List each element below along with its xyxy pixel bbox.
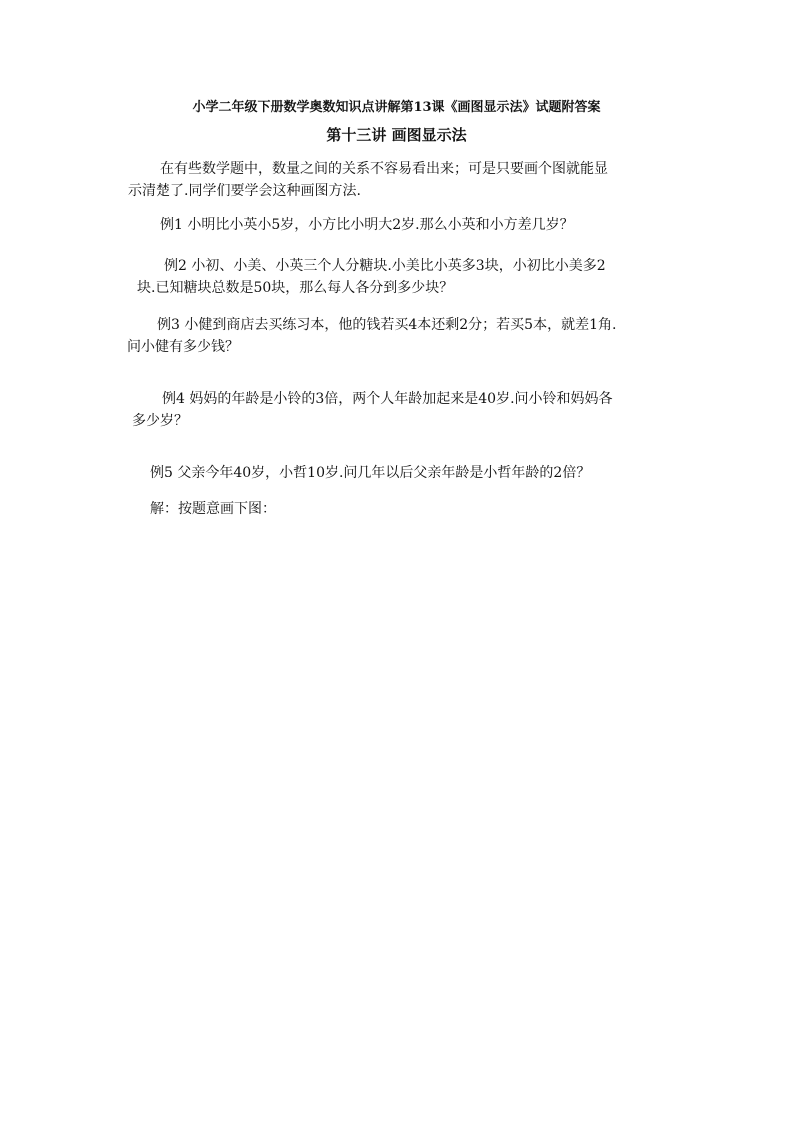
example-5 xyxy=(150,462,590,484)
example-4 xyxy=(132,388,613,432)
solution-line: 解：按题意画下图： xyxy=(150,501,276,517)
example-1 xyxy=(160,214,574,236)
example-4-line-1: 例4 妈妈的年龄是小铃的3倍，两个人年龄加起来是40岁.问小铃和妈妈各 xyxy=(162,391,613,407)
document-title: 小学二年级下册数学奥数知识点讲解第13课《画图显示法》试题附答案 xyxy=(192,100,601,115)
example-3-line-2: 问小健有多少钱？ xyxy=(127,339,239,355)
example-5-line-1: 例5 父亲今年40岁，小哲10岁.问几年以后父亲年龄是小哲年龄的2倍？ xyxy=(150,465,591,481)
solution-text xyxy=(150,498,276,520)
example-4-line-2: 多少岁？ xyxy=(132,413,188,429)
lecture-title: 第十三讲 画图显示法 xyxy=(326,126,467,144)
example-1-line-1: 例1 小明比小英小5岁，小方比小明大2岁.那么小英和小方差几岁？ xyxy=(160,217,574,233)
intro-line-2: 示清楚了.同学们要学会这种画图方法. xyxy=(128,183,361,199)
example-2-line-1: 例2 小初、小美、小英三个人分糖块.小美比小英多3块，小初比小美多2 xyxy=(164,258,606,274)
example-2-line-2: 块.已知糖块总数是50块，那么每人各分到多少块？ xyxy=(137,280,454,296)
example-3-line-1: 例3 小健到商店去买练习本，他的钱若买4本还剩2分；若买5本，就差1角. xyxy=(157,317,617,333)
intro-paragraph xyxy=(128,158,608,202)
example-3 xyxy=(127,314,617,358)
example-2 xyxy=(137,255,606,299)
intro-line-1: 在有些数学题中，数量之间的关系不容易看出来；可是只要画个图就能显 xyxy=(160,161,608,177)
